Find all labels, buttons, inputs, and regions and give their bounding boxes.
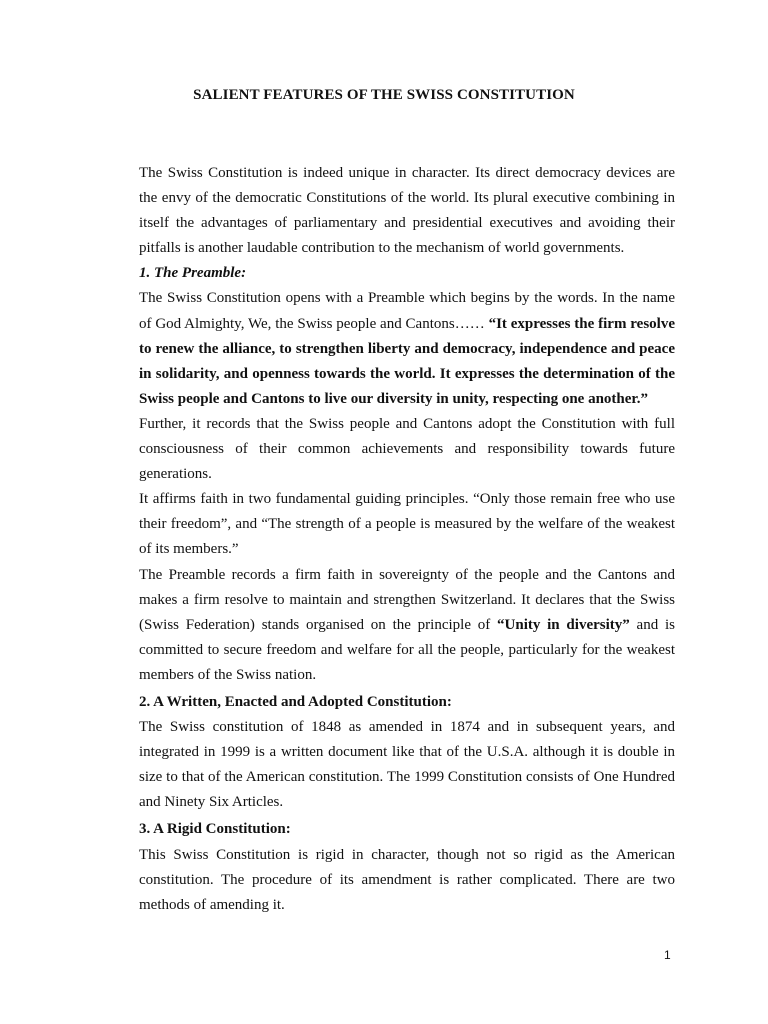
page-number: 1 bbox=[664, 948, 671, 962]
preamble-paragraph-1 bbox=[139, 286, 675, 411]
preamble-p4-end: and is committed to secure freedom and welfare for all the people, particularly for the weakest members of the Swiss nation. bbox=[139, 616, 675, 683]
preamble-paragraph-2: Further, it records that the Swiss people and Cantons adopt the Constitution with full consciousness of their common achievements and responsibility towards future generations. bbox=[139, 415, 675, 483]
section-heading-preamble: 1. The Preamble: bbox=[139, 265, 247, 282]
document-body bbox=[139, 161, 675, 918]
written-paragraph: The Swiss constitution of 1848 as amended in 1874 and in subsequent years, and integrated in 1999 is a written document like that of the U.S.A. although it is double in size to that of the American constitution. The 1999 Constitution consists of One Hundred and Ninety Six Articles. bbox=[139, 719, 675, 811]
intro-paragraph: The Swiss Constitution is indeed unique in character. Its direct democracy devices are the envy of the democratic Constitutions of the world. Its plural executive combining in itself the advantages of parliamentary and presidential executives and avoiding their pitfalls is another laudable contribution to the mechanism of world governments. bbox=[139, 165, 675, 257]
unity-in-diversity-phrase: “Unity in diversity” bbox=[497, 616, 630, 633]
preamble-paragraph-4 bbox=[139, 563, 675, 688]
preamble-p4-start: The Preamble records a firm faith in sovereignty of the people and the Cantons and makes a firm resolve to maintain and strengthen Switzerland. It declares that the Swiss (Swiss Federation) stands organised on the principle of bbox=[139, 566, 675, 633]
section-heading-rigid: 3. A Rigid Constitution: bbox=[139, 821, 291, 838]
preamble-paragraph-3: It affirms faith in two fundamental guiding principles. “Only those remain free who use their freedom”, and “The strength of a people is measured by the welfare of the weakest of its members.” bbox=[139, 491, 675, 558]
document-title: SALIENT FEATURES OF THE SWISS CONSTITUTION bbox=[193, 87, 575, 103]
preamble-quote: “It expresses the firm resolve to renew the alliance, to strengthen liberty and democracy, independence and peace in solidarity, and openness towards the world. It expresses the determination of the Swiss people and Cantons to live our diversity in unity, respecting one another.” bbox=[139, 315, 675, 407]
preamble-p1-text: The Swiss Constitution opens with a Preamble which begins by the words. In the name of God Almighty, We, the Swiss people and Cantons…… bbox=[139, 290, 675, 332]
rigid-paragraph: This Swiss Constitution is rigid in character, though not so rigid as the American constitution. The procedure of its amendment is rather complicated. There are two methods of amending it. bbox=[139, 846, 675, 913]
section-heading-written: 2. A Written, Enacted and Adopted Constitution: bbox=[139, 693, 452, 710]
